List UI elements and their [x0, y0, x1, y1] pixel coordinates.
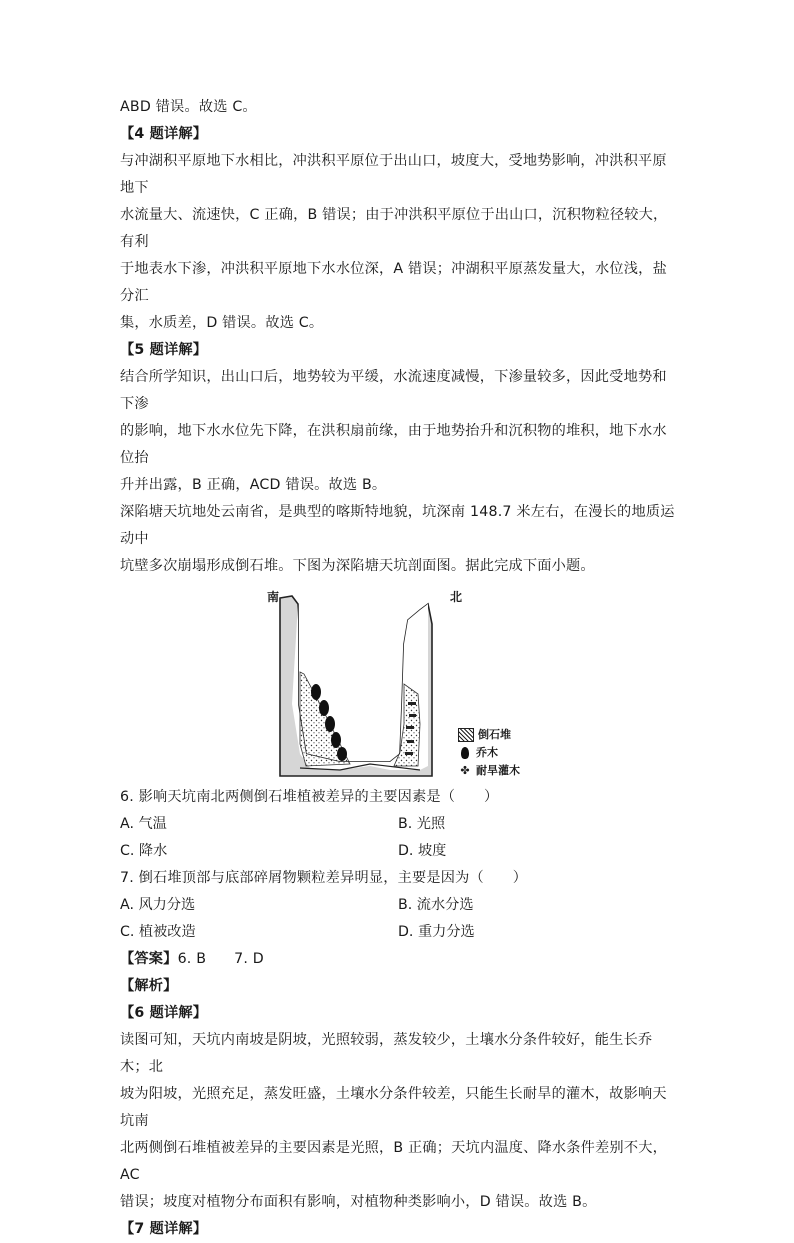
tree-icon	[461, 747, 469, 759]
text-line: 坑壁多次崩塌形成倒石堆。下图为深陷塘天坑剖面图。据此完成下面小题。	[120, 558, 595, 574]
text-line: 北两侧倒石堆植被差异的主要因素是光照，B 正确；天坑内温度、降水条件差别不大，AC	[120, 1140, 667, 1183]
option-6b: B. 光照	[398, 816, 446, 832]
option-6a: A. 气温	[120, 816, 167, 832]
text-line: 结合所学知识，出山口后，地势较为平缓，水流速度减慢，下渗量较多，因此受地势和下渗	[120, 369, 667, 412]
question-6-options-row1	[120, 811, 676, 838]
text-line: 升并出露，B 正确，ACD 错误。故选 B。	[120, 477, 387, 493]
figure-legend	[458, 726, 520, 780]
text-line: 错误；坡度对植物分布面积有影响，对植物种类影响小，D 错误。故选 B。	[120, 1194, 597, 1210]
option-7c: C. 植被改造	[120, 924, 196, 940]
text-line: ABD 错误。故选 C。	[120, 99, 257, 115]
answer-label: 【答案】	[120, 951, 178, 967]
rock-pile-icon	[458, 728, 474, 742]
question-7-options-row2	[120, 919, 676, 946]
option-6c: C. 降水	[120, 843, 168, 859]
text-line: 集，水质差，D 错误。故选 C。	[120, 315, 324, 331]
legend-rock-label: 倒石堆	[478, 728, 511, 741]
option-7d: D. 重力分选	[398, 924, 475, 940]
question-6-stem: 6. 影响天坑南北两侧倒石堆植被差异的主要因素是（ ）	[120, 789, 499, 805]
sinkhole-profile-diagram	[270, 584, 470, 782]
option-7b: B. 流水分选	[398, 897, 474, 913]
answer-line	[120, 946, 676, 973]
question-7-options-row1	[120, 892, 676, 919]
legend-shrub-label: 耐旱灌木	[476, 764, 520, 777]
text-line: 与冲湖积平原地下水相比，冲洪积平原位于出山口，坡度大，受地势影响，冲洪积平原地下	[120, 153, 667, 196]
section-heading-q5: 【5 题详解】	[120, 342, 208, 358]
question-7-stem: 7. 倒石堆顶部与底部碎屑物颗粒差异明显，主要是因为（ ）	[120, 870, 528, 886]
section-heading-q6: 【6 题详解】	[120, 1005, 208, 1021]
option-7a: A. 风力分选	[120, 897, 196, 913]
text-line: 于地表水下渗，冲洪积平原地下水水位深，A 错误；冲湖积平原蒸发量大，水位浅，盐分汇	[120, 261, 667, 304]
text-line: 水流量大、流速快，C 正确，B 错误；由于冲洪积平原位于出山口，沉积物粒径较大，有利	[120, 207, 668, 250]
question-6-options-row2	[120, 838, 676, 865]
text-line: 坡为阳坡，光照充足，蒸发旺盛，土壤水分条件较差，只能生长耐旱的灌木，故影响天坑南	[120, 1086, 667, 1129]
document-page	[120, 94, 676, 1243]
legend-tree-label: 乔木	[476, 746, 498, 759]
answer-7: 7. D	[234, 951, 264, 967]
section-heading-q7: 【7 题详解】	[120, 1221, 208, 1237]
analysis-label: 【解析】	[120, 978, 178, 994]
answer-6: 6. B	[177, 951, 207, 967]
shrub-icon: ✤	[460, 764, 470, 777]
south-label: 南	[267, 590, 280, 604]
sinkhole-profile-figure	[120, 584, 676, 782]
section-heading-q4: 【4 题详解】	[120, 126, 208, 142]
option-6d: D. 坡度	[398, 843, 447, 859]
text-line: 的影响，地下水水位先下降，在洪积扇前缘，由于地势抬升和沉积物的堆积，地下水水位抬	[120, 423, 667, 466]
north-label: 北	[450, 590, 463, 604]
text-line: 读图可知，天坑内南坡是阴坡，光照较弱，蒸发较少，土壤水分条件较好，能生长乔木；北	[120, 1032, 653, 1075]
text-line: 深陷塘天坑地处云南省，是典型的喀斯特地貌，坑深南 148.7 米左右，在漫长的地质运动中	[120, 504, 675, 547]
